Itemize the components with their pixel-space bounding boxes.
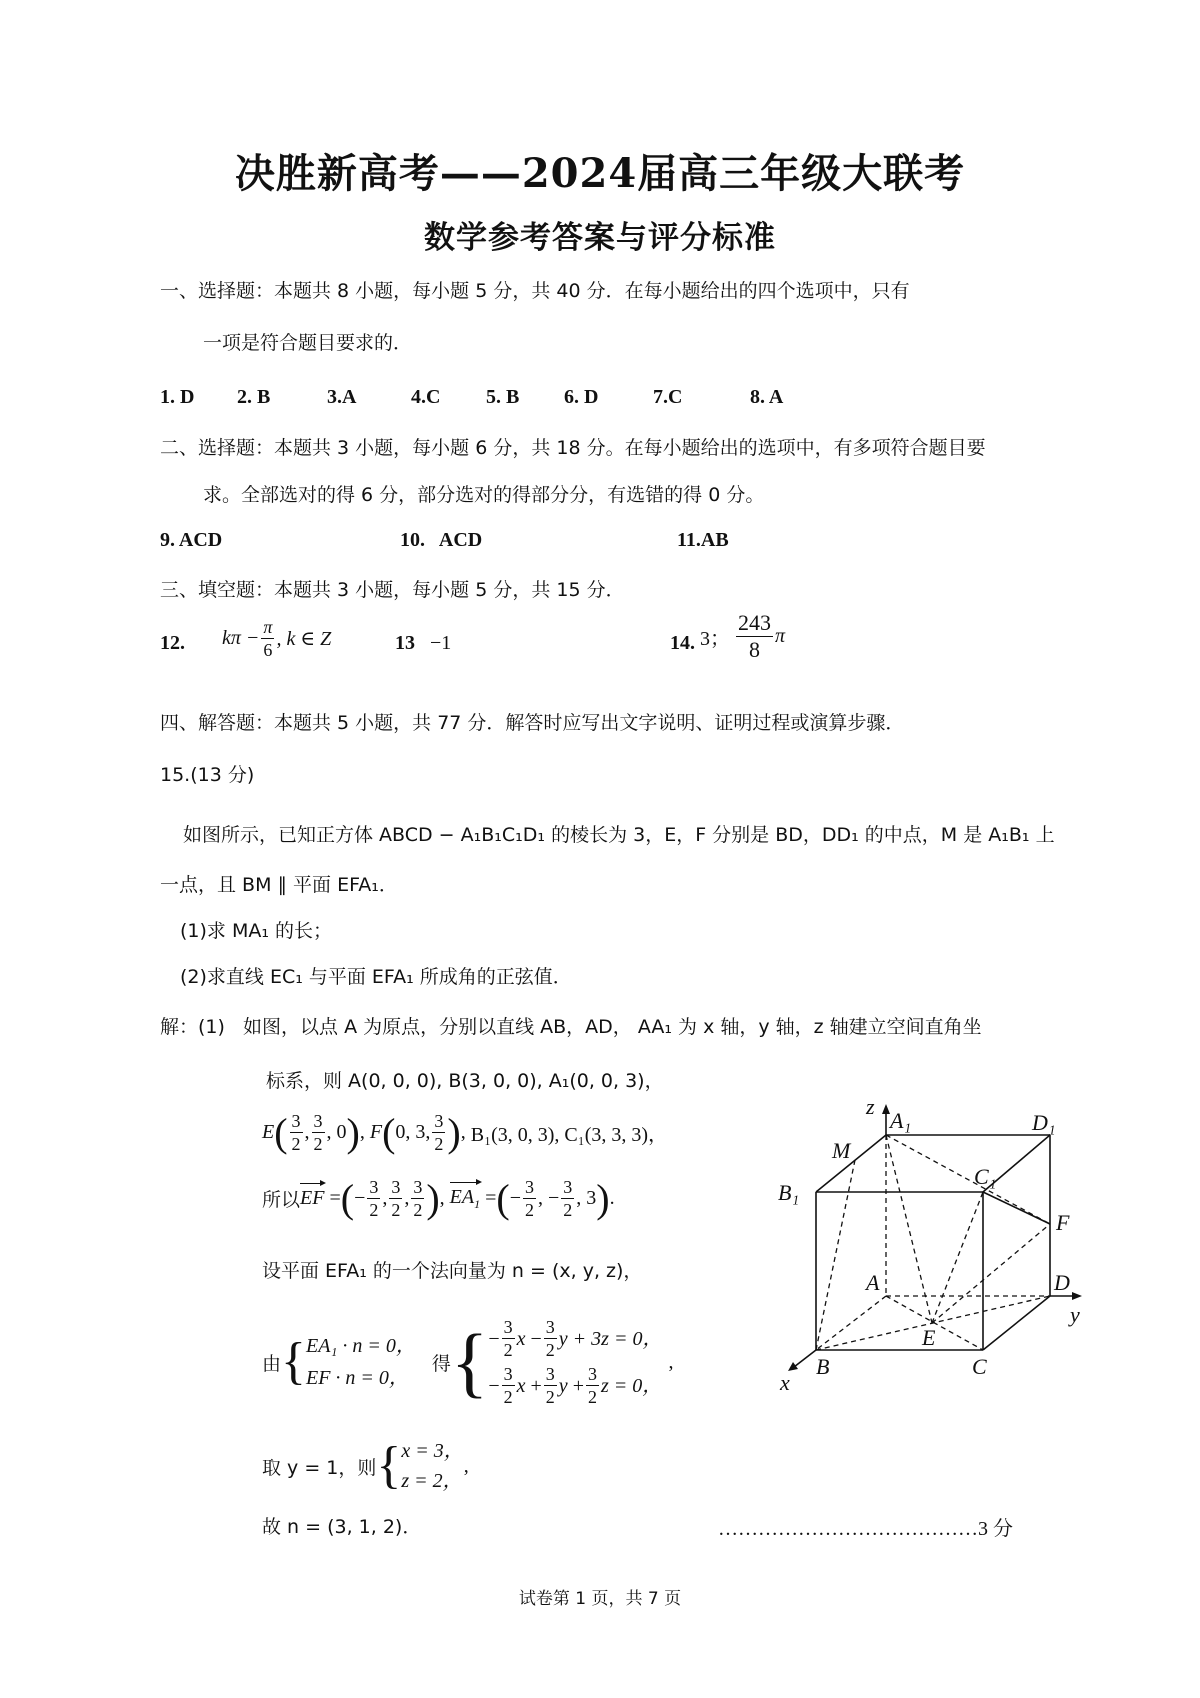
answer-6: 6. D: [564, 386, 599, 408]
answer-9: 9. ACD: [160, 529, 223, 551]
label-B: B: [816, 1354, 830, 1379]
answer-11: 11.AB: [677, 529, 729, 551]
q12-answer: [222, 618, 331, 659]
label-A1: A₁: [890, 1108, 912, 1133]
section1-line1: 一、选择题：本题共 8 小题，每小题 5 分，共 40 分．在每小题给出的四个选项中，只有: [160, 280, 910, 302]
sys1-eq1: EA₁ · n = 0，: [305, 1335, 416, 1357]
q15-vectors: 所以 EF = ( − $\frac{3}{2}$ , $\frac{3}{2}$ , $\frac{3}{2}$ ) , $EA_1$ = ( − $\frac{3}{2}$ , − $\frac{3}{2}$ , 3 ) .: [262, 1175, 615, 1221]
q14-pre: 3；: [700, 628, 730, 650]
sys2-eq2: z = 0，: [600, 1374, 663, 1397]
cube-figure: [770, 1090, 1090, 1410]
section2-line1: 二、选择题：本题共 3 小题，每小题 6 分，共 18 分。在每小题给出的选项中，有多项符合题目要: [160, 437, 986, 459]
label-D: D: [1054, 1270, 1070, 1295]
vector-EF: EF: [300, 1187, 325, 1209]
page-footer: 试卷第 1 页，共 7 页: [518, 1589, 682, 1609]
label-C: C: [972, 1354, 987, 1379]
q12-fraction: [261, 618, 274, 659]
q15-stem-line2: 一点，且 BM ∥ 平面 EFA₁．: [160, 874, 398, 896]
q12-pre: kπ −: [222, 627, 260, 649]
q15-system: 由 { EA₁ · n = 0， EF · n = 0， 得 { − $\frac{3}{2}$ x − $\frac{3}{2}$ y + 3z = 0， − $\frac{3}{2}$ x + $\frac{3}{2}$ y + $\frac{3}{2}$ z = 0， ,: [262, 1317, 674, 1407]
sys1-eq2: EF · n = 0，: [305, 1367, 409, 1389]
points-B1-C1: B₁(3, 0, 3), C₁(3, 3, 3)，: [470, 1124, 669, 1146]
label-F: F: [1056, 1210, 1070, 1235]
q15-solution-intro: 解：(1) 如图，以点 A 为原点，分别以直线 AB，AD， AA₁ 为 x 轴，y 轴，z 轴建立空间直角坐: [160, 1016, 982, 1038]
q14-answer: [700, 612, 785, 661]
q14-fraction: [736, 612, 773, 661]
sys2-eq1: y + 3z = 0，: [558, 1327, 663, 1350]
section2-line2: 求。全部选对的得 6 分，部分选对的得部分分，有选错的得 0 分。: [203, 484, 765, 506]
label-C1: C₁: [974, 1164, 997, 1189]
label-B1: B₁: [778, 1180, 800, 1205]
q15-part2: (2)求直线 EC₁ 与平面 EFA₁ 所成角的正弦值．: [180, 966, 572, 988]
vectors-prefix: 所以: [262, 1189, 301, 1211]
label-E: E: [922, 1325, 936, 1350]
q14-label: 14.: [670, 632, 695, 654]
q12-den: 6: [263, 640, 273, 660]
answer-1: 1. D: [160, 386, 195, 408]
by-label: 由: [262, 1352, 282, 1375]
q12-num: π: [263, 617, 273, 637]
q15-stem-line1: 如图所示，已知正方体 ABCD − A₁B₁C₁D₁ 的棱长为 3，E，F 分别是 BD，DD₁ 的中点，M 是 A₁B₁ 上: [183, 824, 1055, 846]
section4-line1: 四、解答题：本题共 5 小题，共 77 分．解答时应写出文字说明、证明过程或演算步骤．: [160, 712, 905, 734]
answer-5: 5. B: [486, 386, 520, 408]
take-eq1: x = 3，: [401, 1440, 464, 1462]
q15-solution-coords1: 标系，则 A(0, 0, 0), B(3, 0, 0), A₁(0, 0, 3)，: [266, 1070, 664, 1092]
label-x: x: [780, 1370, 790, 1395]
score-marker: …………………………………3 分: [718, 1518, 1013, 1540]
answer-8: 8. A: [750, 386, 784, 408]
section3-line1: 三、填空题：本题共 3 小题，每小题 5 分，共 15 分．: [160, 579, 625, 601]
get-label: 得: [431, 1352, 451, 1375]
answer-3: 3.A: [327, 386, 357, 408]
section1-line2: 一项是符合题目要求的．: [203, 332, 413, 354]
label-z: z: [866, 1094, 875, 1119]
answer-4: 4.C: [411, 386, 441, 408]
answer-7: 7.C: [653, 386, 683, 408]
frac-3-2: $\frac{3}{2}$: [434, 1111, 444, 1154]
q12-post: , k ∈ Z: [276, 628, 332, 650]
q12-label: 12.: [160, 632, 185, 654]
answer-10: 10. ACD: [400, 529, 483, 551]
q14-post: π: [775, 625, 786, 647]
q15-take: 取 y = 1，则 { x = 3， z = 2， ,: [262, 1437, 469, 1494]
q15-normal-vector: 设平面 EFA₁ 的一个法向量为 n = (x, y, z)，: [262, 1260, 643, 1282]
take-label: 取 y = 1，则: [262, 1456, 377, 1479]
answer-2: 2. B: [237, 386, 271, 408]
frac-3-2: $\frac{3}{2}$: [291, 1111, 301, 1154]
label-M: M: [832, 1138, 851, 1163]
vector-EA1: $EA_1$: [449, 1185, 481, 1211]
q13-label: 13: [395, 632, 415, 654]
q15-heading: 15.(13 分): [160, 764, 255, 786]
page-subtitle: 数学参考答案与评分标准: [424, 220, 776, 256]
q13-answer: −1: [430, 632, 452, 654]
q15-part1: (1)求 MA₁ 的长；: [180, 920, 333, 942]
point-F: F: [369, 1121, 383, 1143]
q14-den: 8: [749, 637, 760, 662]
label-A: A: [866, 1270, 880, 1295]
take-eq2: z = 2，: [401, 1470, 463, 1492]
q15-result: 故 n = (3, 1, 2)．: [262, 1516, 422, 1538]
point-E: E: [262, 1121, 275, 1143]
label-y: y: [1070, 1302, 1080, 1327]
q14-num: 243: [738, 610, 771, 635]
label-D1: D₁: [1032, 1110, 1056, 1135]
q15-coords-line2: E ( $\frac{3}{2}$ , $\frac{3}{2}$ , 0 ) , F ( 0, 3, $\frac{3}{2}$ ) , B₁(3, 0, 3), C₁(3, 3, 3)，: [262, 1109, 669, 1155]
page-title: 决胜新高考——2024届高三年级大联考: [234, 150, 966, 197]
frac-3-2: $\frac{3}{2}$: [313, 1111, 323, 1154]
